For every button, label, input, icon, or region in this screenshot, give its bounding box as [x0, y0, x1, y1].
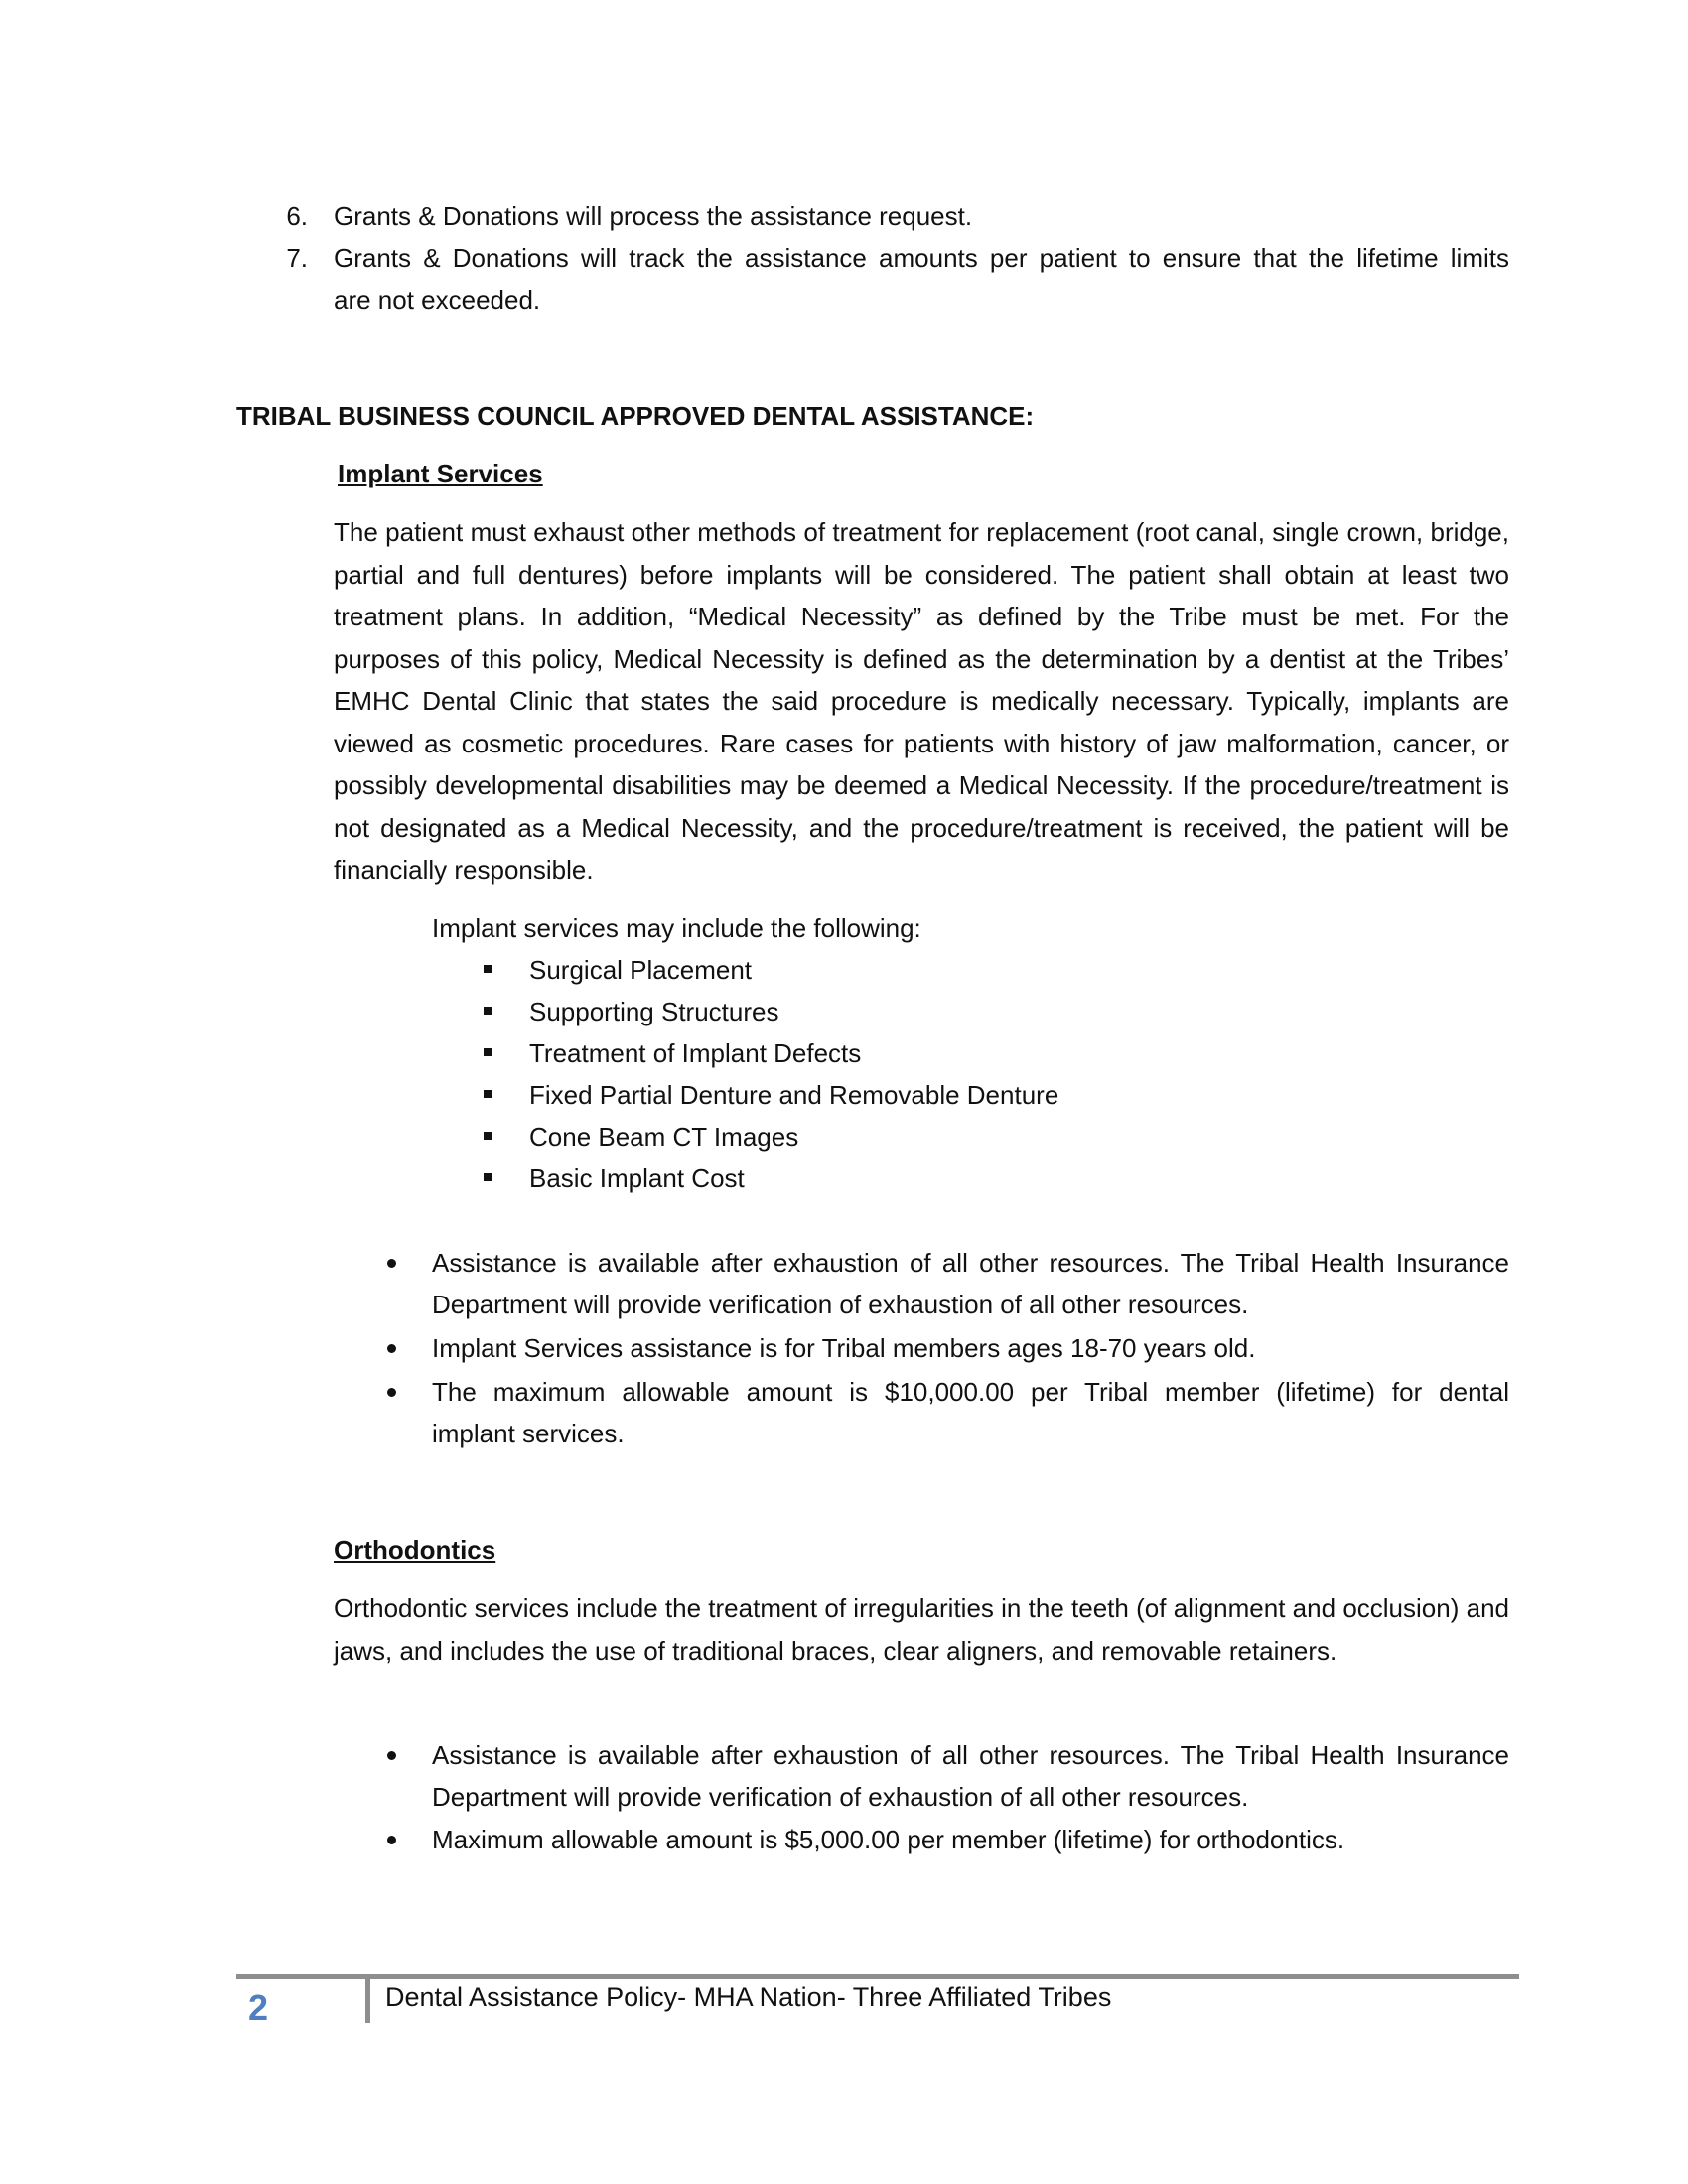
footer-title: Dental Assistance Policy- MHA Nation- Three Affiliated Tribes [385, 1982, 1112, 2012]
implant-bullet-text-continued: implant services. [432, 1419, 625, 1448]
orthodontics-bullet-text: Assistance is available after exhaustion of all other resources. The Tribal Health Insurance [432, 1740, 1509, 1770]
step-number: 6. [286, 202, 308, 231]
square-bullet-icon [484, 1173, 492, 1181]
implant-list-item: Surgical Placement [529, 955, 752, 985]
orthodontics-heading: Orthodontics [334, 1535, 496, 1565]
page-number: 2 [248, 1987, 269, 2028]
implant-bullet-text: Implant Services assistance is for Tribal members ages 18-70 years old. [432, 1333, 1256, 1363]
step-number: 7. [286, 243, 308, 273]
orthodontics-paragraph: Orthodontic services include the treatment of irregularities in the teeth (of alignment and occlusion) and jaws, and includes the use of traditional braces, clear aligners, and removable retainers. [334, 1593, 1509, 1666]
implant-bullet-text: The maximum allowable amount is $10,000.00 per Tribal member (lifetime) for dental [432, 1377, 1509, 1407]
footer-rule [236, 1974, 1519, 1979]
square-bullet-icon [484, 1090, 492, 1098]
orthodontics-bullet-text: Maximum allowable amount is $5,000.00 per member (lifetime) for orthodontics. [432, 1825, 1345, 1854]
footer-divider [365, 1976, 370, 2023]
bullet-icon [387, 1751, 396, 1760]
square-bullet-icon [484, 1048, 492, 1056]
implant-bullet-text: Assistance is available after exhaustion of all other resources. The Tribal Health Insurance [432, 1248, 1509, 1278]
square-bullet-icon [484, 1007, 492, 1015]
bullet-icon [387, 1836, 396, 1844]
bullet-icon [387, 1259, 396, 1268]
implant-services-paragraph: The patient must exhaust other methods of treatment for replacement (root canal, single crown, bridge, partial and full dentures) before implants will be considered. The patient shall obtain at least two treatment plans. In addition, “Medical Necessity” as defined by the Tribe must be met. For the purposes of this policy, Medical Necessity is defined as the determination by a dentist at the Tribes’ EMHC Dental Clinic that states the said procedure is medically necessary. Typically, implants are viewed as cosmetic procedures. Rare cases for patients with history of jaw malformation, cancer, or possibly developmental disabilities may be deemed a Medical Necessity. If the procedure/treatment is not designated as a Medical Necessity, and the procedure/treatment is received, the patient will be financially responsible. [334, 517, 1509, 885]
step-text-continued: are not exceeded. [334, 285, 541, 315]
step-text: Grants & Donations will process the assistance request. [334, 202, 973, 231]
square-bullet-icon [484, 965, 492, 973]
implant-list-intro: Implant services may include the following: [432, 913, 921, 943]
implant-bullet-text-continued: Department will provide verification of exhaustion of all other resources. [432, 1290, 1249, 1319]
implant-list-item: Cone Beam CT Images [529, 1122, 799, 1152]
implant-list-item: Fixed Partial Denture and Removable Denture [529, 1080, 1059, 1110]
implant-services-heading: Implant Services [338, 459, 543, 488]
step-text: Grants & Donations will track the assistance amounts per patient to ensure that the lifetime limits [334, 243, 1509, 273]
square-bullet-icon [484, 1132, 492, 1140]
bullet-icon [387, 1344, 396, 1353]
section-heading: TRIBAL BUSINESS COUNCIL APPROVED DENTAL ASSISTANCE: [236, 401, 1035, 431]
orthodontics-bullet-text-continued: Department will provide verification of exhaustion of all other resources. [432, 1782, 1249, 1812]
bullet-icon [387, 1388, 396, 1397]
implant-list-item: Basic Implant Cost [529, 1163, 745, 1193]
implant-list-item: Supporting Structures [529, 997, 779, 1026]
implant-list-item: Treatment of Implant Defects [529, 1038, 862, 1068]
